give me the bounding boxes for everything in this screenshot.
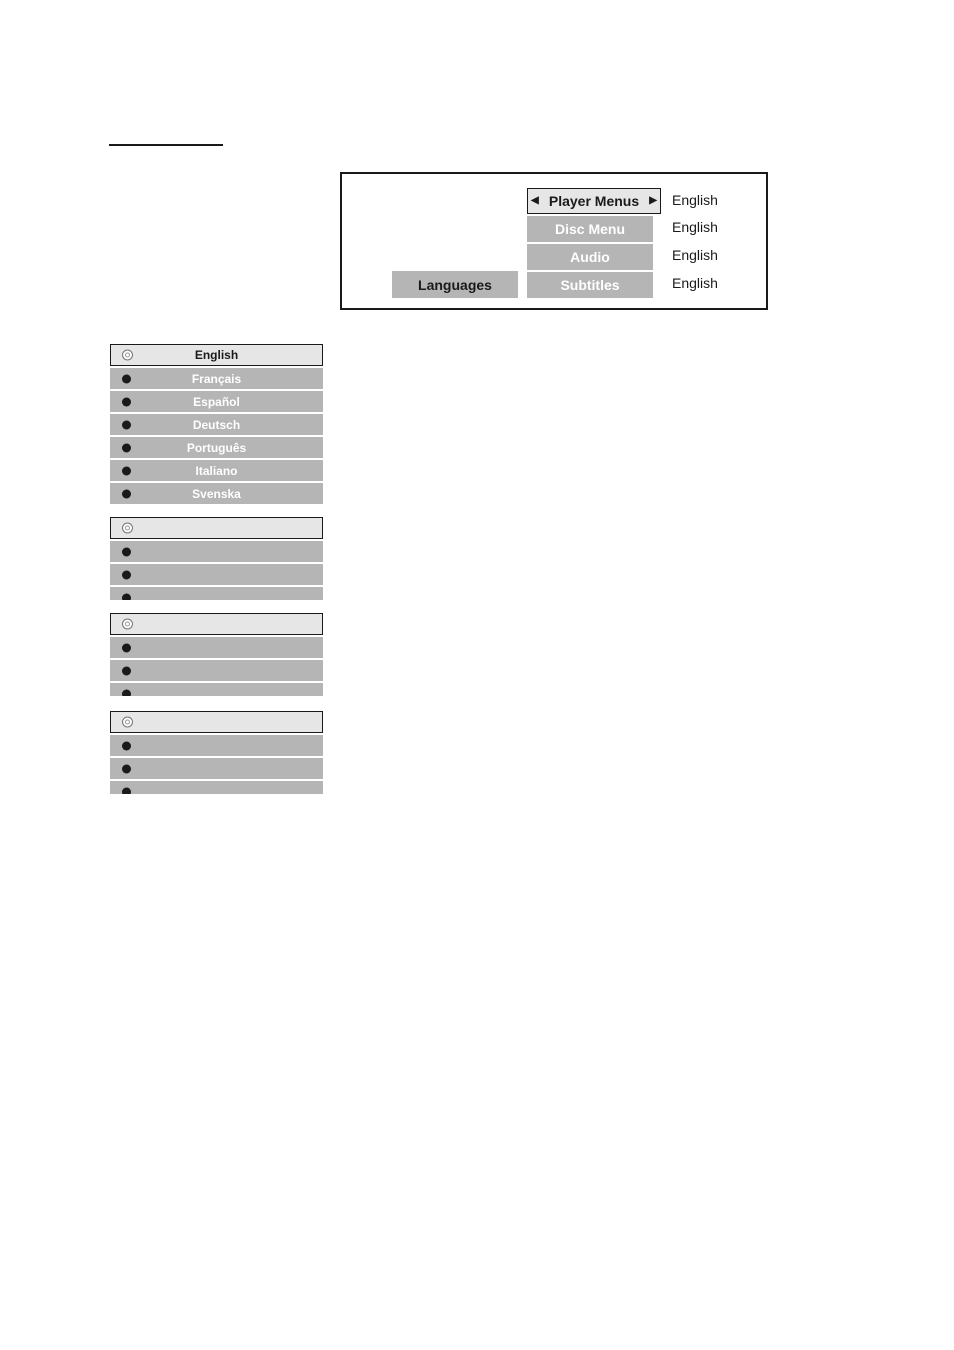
language-option-francais[interactable]: Français <box>110 368 323 389</box>
audio-value: English <box>672 247 718 263</box>
radio-dot-icon <box>122 741 131 750</box>
list-option[interactable] <box>110 541 323 562</box>
radio-dot-icon <box>122 689 131 696</box>
list-option[interactable] <box>110 758 323 779</box>
player-menus-value: English <box>672 192 718 208</box>
radio-selected-icon <box>122 350 133 361</box>
list-option[interactable] <box>110 587 323 600</box>
arrow-left-icon[interactable]: ◀ <box>531 195 539 206</box>
radio-selected-icon <box>122 523 133 534</box>
subtitles-value: English <box>672 275 718 291</box>
list-option[interactable] <box>110 683 323 696</box>
radio-dot-icon <box>122 570 131 579</box>
option-list-blank <box>110 613 323 696</box>
category-languages-button[interactable]: Languages <box>392 271 518 298</box>
list-option[interactable] <box>110 781 323 794</box>
radio-dot-icon <box>122 489 131 498</box>
disc-menu-value: English <box>672 219 718 235</box>
language-option-espanol[interactable]: Español <box>110 391 323 412</box>
radio-dot-icon <box>122 787 131 794</box>
radio-dot-icon <box>122 643 131 652</box>
radio-dot-icon <box>122 397 131 406</box>
list-option[interactable] <box>110 637 323 658</box>
list-option[interactable] <box>110 564 323 585</box>
list-option[interactable] <box>110 711 323 733</box>
radio-dot-icon <box>122 666 131 675</box>
language-option-deutsch[interactable]: Deutsch <box>110 414 323 435</box>
option-list-blank <box>110 517 323 600</box>
menu-item-label: Player Menus <box>548 193 640 209</box>
radio-selected-icon <box>122 619 133 630</box>
radio-dot-icon <box>122 443 131 452</box>
radio-selected-icon <box>122 717 133 728</box>
arrow-right-icon[interactable]: ▶ <box>649 195 657 206</box>
osd-menu <box>340 172 768 310</box>
radio-dot-icon <box>122 547 131 556</box>
language-list <box>110 344 323 506</box>
language-option-portugues[interactable]: Português <box>110 437 323 458</box>
menu-item-audio[interactable]: Audio <box>527 244 653 270</box>
radio-dot-icon <box>122 420 131 429</box>
option-list-blank <box>110 711 323 794</box>
menu-item-subtitles[interactable]: Subtitles <box>527 272 653 298</box>
language-option-svenska[interactable]: Svenska <box>110 483 323 504</box>
radio-dot-icon <box>122 466 131 475</box>
menu-item-disc-menu[interactable]: Disc Menu <box>527 216 653 242</box>
menu-item-player-menus[interactable] <box>527 188 661 214</box>
radio-dot-icon <box>122 374 131 383</box>
radio-dot-icon <box>122 764 131 773</box>
list-option[interactable] <box>110 613 323 635</box>
list-option[interactable] <box>110 660 323 681</box>
heading-underline <box>109 144 223 146</box>
list-option[interactable] <box>110 735 323 756</box>
language-option-english[interactable]: English <box>110 344 323 366</box>
language-option-italiano[interactable]: Italiano <box>110 460 323 481</box>
radio-dot-icon <box>122 593 131 600</box>
list-option[interactable] <box>110 517 323 539</box>
